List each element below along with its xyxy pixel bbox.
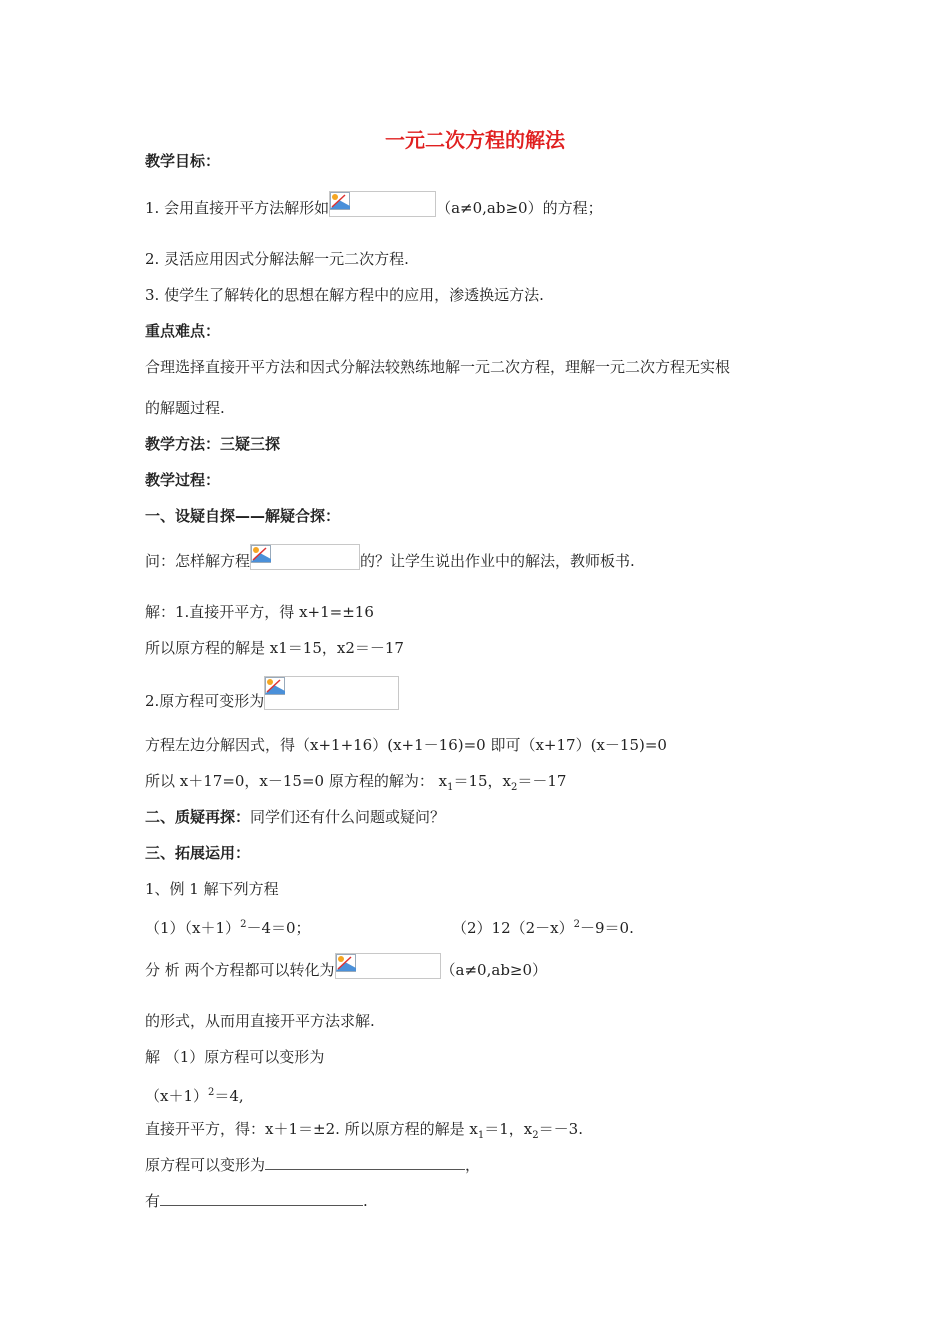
analysis-text: 分 析 两个方程都可以转化为: [145, 961, 335, 979]
solution-5: [145, 771, 566, 798]
solution-step-4: [145, 1155, 480, 1175]
goal-1-cond: （a≠0,ab≥0）的方程；: [436, 199, 603, 217]
example-part-1-text: －4＝0；: [246, 919, 311, 937]
section-2-heading: 二、质疑再探：: [145, 808, 251, 826]
solution-step-3-text: ＝－3.: [538, 1120, 583, 1138]
section-3-heading: 三、拓展运用：: [145, 844, 251, 862]
solution-step-1: 解 （1）原方程可以变形为: [145, 1048, 325, 1066]
superscript: 2: [240, 919, 247, 930]
example-part-2: [452, 915, 634, 938]
solution-5-text: ＝15，x: [453, 772, 512, 790]
solution-step-3-text: ＝1，x: [484, 1120, 533, 1138]
analysis-cond: （a≠0,ab≥0）: [440, 961, 548, 979]
answer-blank[interactable]: [160, 1191, 363, 1206]
example-1: 1、例 1 解下列方程: [145, 880, 279, 898]
solution-step-2-text: （x＋1）: [145, 1087, 209, 1105]
section-1-heading: 一、设疑自探——解疑合探：: [145, 507, 341, 525]
key-line-2: 的解题过程.: [145, 399, 225, 417]
analysis-line: [145, 960, 547, 980]
goal-heading: 教学目标：: [145, 152, 221, 170]
solution-step-4-text: 原方程可以变形为: [145, 1156, 266, 1174]
question-line: [145, 551, 635, 571]
document-title: 一元二次方程的解法: [385, 128, 565, 152]
teaching-process: 教学过程：: [145, 471, 221, 489]
question-text: 问：怎样解方程: [145, 552, 251, 570]
solution-5-text: ＝－17: [517, 772, 567, 790]
key-heading: 重点难点：: [145, 322, 221, 340]
goal-2: 2. 灵活应用因式分解法解一元二次方程.: [145, 250, 409, 268]
solution-1: 解：1.直接开平方，得 x+1=±16: [145, 603, 374, 621]
subscript: 2: [532, 1130, 539, 1141]
key-line-1: 合理选择直接开平方法和因式分解法较熟练地解一元二次方程，理解一元二次方程无实根: [145, 358, 731, 376]
formula-image-icon: [329, 191, 436, 217]
solution-3: [145, 691, 399, 711]
solution-5-text: 所以 x＋17=0，x－15=0 原方程的解为： x: [145, 772, 448, 790]
example-part-1: [145, 915, 311, 938]
example-part-2-text: （2）12（2－x）: [452, 919, 574, 937]
goal-1-text: 1. 会用直接开平方法解形如: [145, 199, 330, 217]
teaching-method: 教学方法：三疑三探: [145, 435, 281, 453]
formula-image-icon: [264, 676, 399, 710]
goal-1: [145, 198, 603, 218]
solution-step-2: [145, 1083, 244, 1106]
solution-3-text: 2.原方程可变形为: [145, 692, 265, 710]
question-rest: 的？让学生说出作业中的解法，教师板书.: [360, 552, 635, 570]
solution-step-5-end: .: [363, 1192, 368, 1210]
solution-step-3-text: 直接开平方，得：x＋1＝±2. 所以原方程的解是 x: [145, 1120, 478, 1138]
superscript: 2: [208, 1087, 215, 1098]
section-2-text: 同学们还有什么问题或疑问？: [250, 808, 446, 826]
example-part-1-text: （1）（x＋1）: [145, 919, 241, 937]
solution-4: 方程左边分解因式，得（x+1+16）(x+1－16)=0 即可（x+17）(x－15)=0: [145, 736, 667, 754]
solution-step-5-text: 有: [145, 1192, 161, 1210]
solution-step-4-end: ，: [465, 1156, 481, 1174]
solution-2: 所以原方程的解是 x1＝15，x2＝－17: [145, 639, 404, 657]
analysis-line-2: 的形式，从而用直接开平方法求解.: [145, 1012, 375, 1030]
example-part-2-text: －9＝0.: [580, 919, 634, 937]
solution-step-3: [145, 1119, 583, 1146]
subscript: 1: [447, 782, 454, 793]
superscript: 2: [573, 919, 581, 930]
formula-image-icon: [250, 544, 360, 570]
section-2: [145, 807, 445, 827]
goal-3: 3. 使学生了解转化的思想在解方程中的应用，渗透换远方法.: [145, 286, 544, 304]
subscript: 2: [511, 782, 518, 793]
subscript: 1: [477, 1130, 485, 1141]
answer-blank[interactable]: [265, 1155, 465, 1170]
solution-step-2-text: ＝4,: [214, 1087, 244, 1105]
solution-step-5: [145, 1191, 368, 1211]
formula-image-icon: [335, 953, 441, 979]
